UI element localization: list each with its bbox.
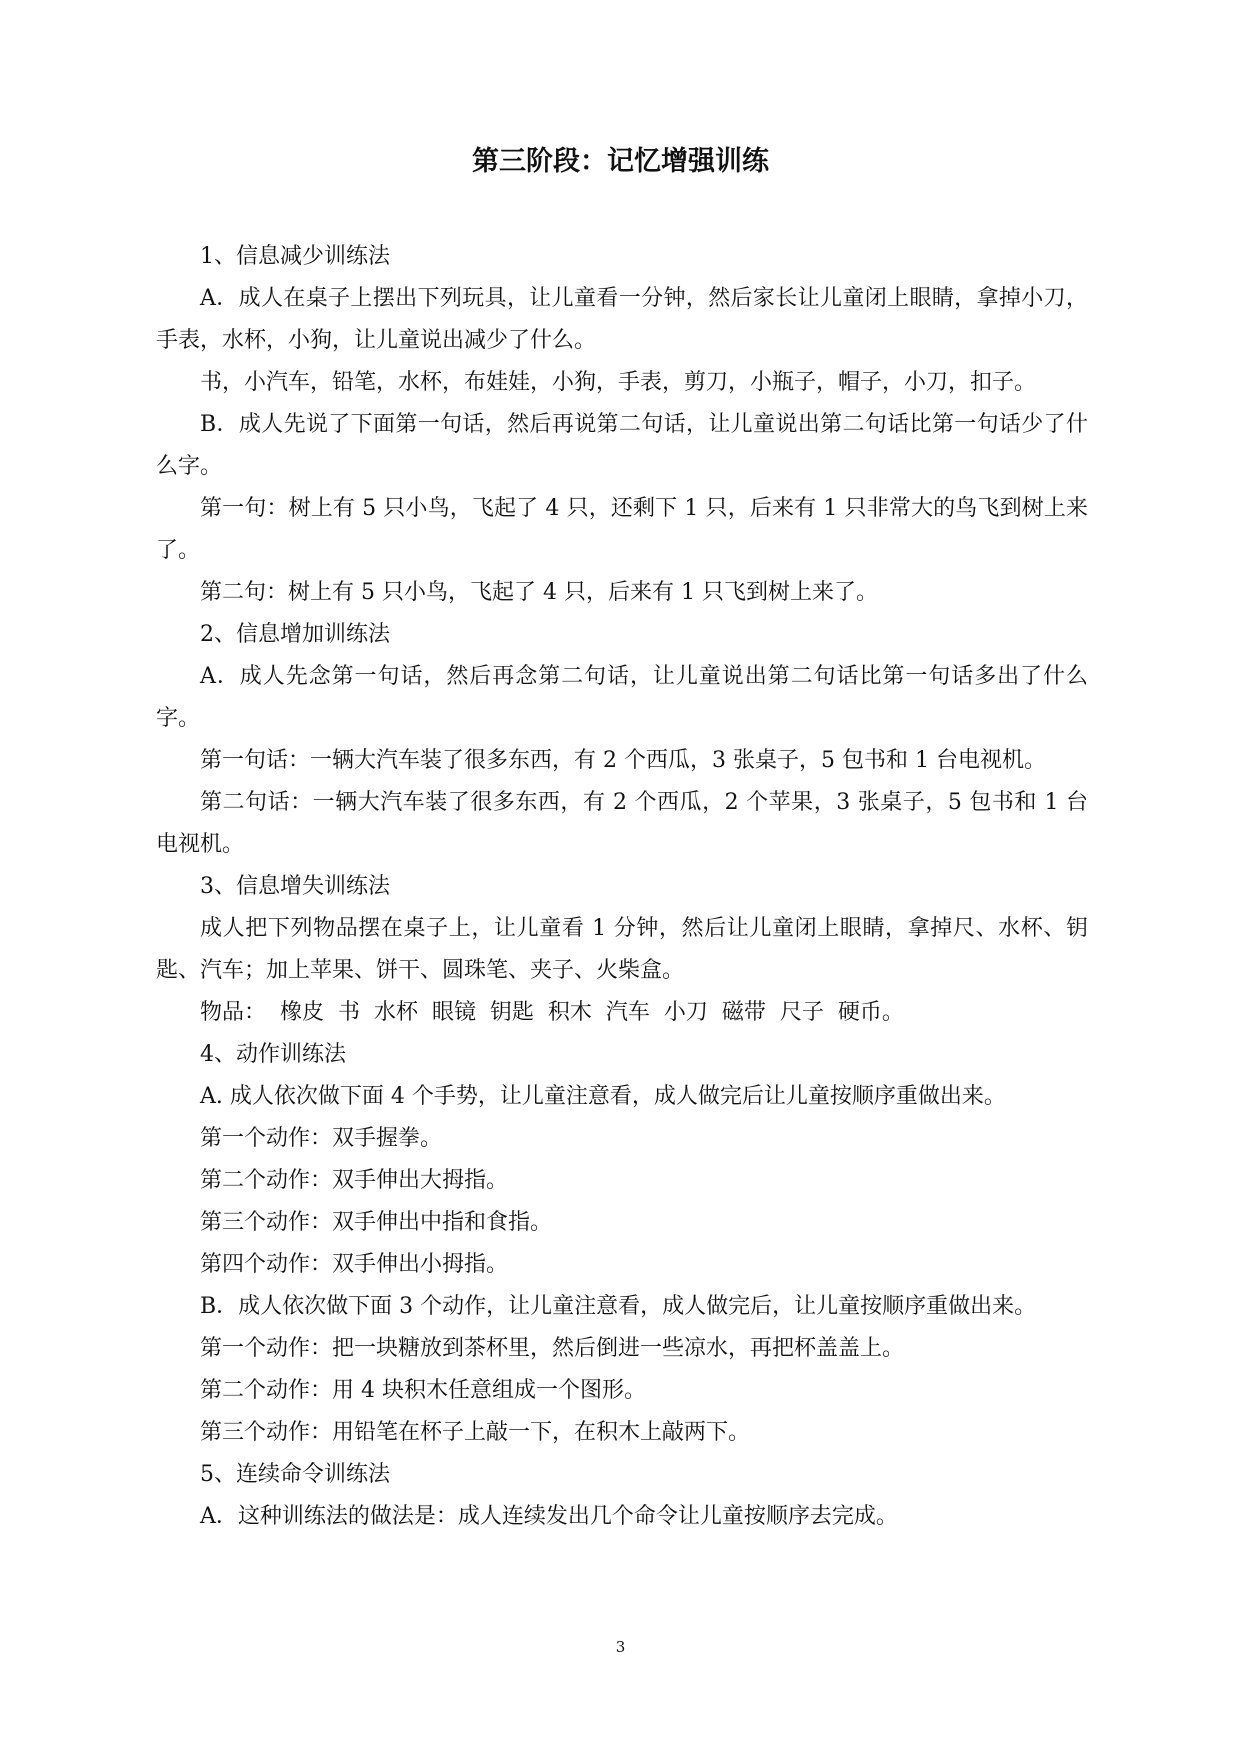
paragraph: 第二个动作：用 4 块积木任意组成一个图形。 [200,1378,646,1403]
paragraph: 第二句话：一辆大汽车装了很多东西，有 2 个西瓜，2 个苹果，3 张桌子，5 包书和 1 台电视机。 [156,790,1088,857]
paragraph: B．成人依次做下面 3 个动作，让儿童注意看，成人做完后，让儿童按顺序重做出来。 [200,1294,1037,1319]
paragraph: A．成人先念第一句话，然后再念第二句话，让儿童说出第二句话比第一句话多出了什么字。 [156,664,1088,731]
section-heading: 2、信息增加训练法 [200,622,390,647]
paragraph: 第一句：树上有 5 只小鸟，飞起了 4 只，还剩下 1 只，后来有 1 只非常大的鸟飞到树上来了。 [156,496,1088,563]
paragraph: 第四个动作：双手伸出小拇指。 [200,1252,509,1277]
paragraph: B．成人先说了下面第一句话，然后再说第二句话，让儿童说出第二句话比第一句话少了什么字。 [156,412,1088,479]
paragraph: 第二个动作：双手伸出大拇指。 [200,1168,509,1193]
paragraph: 第三个动作：用铅笔在杯子上敲一下，在积木上敲两下。 [200,1420,751,1445]
paragraph: 第三个动作：双手伸出中指和食指。 [200,1210,553,1235]
paragraph: 第二句：树上有 5 只小鸟，飞起了 4 只，后来有 1 只飞到树上来了。 [200,580,878,605]
paragraph: A. 成人依次做下面 4 个手势，让儿童注意看，成人做完后让儿童按顺序重做出来。 [200,1084,1006,1109]
paragraph: A．成人在桌子上摆出下列玩具，让儿童看一分钟，然后家长让儿童闭上眼睛，拿掉小刀，手表，水杯，小狗，让儿童说出减少了什么。 [156,286,1088,353]
paragraph: 第一个动作：双手握拳。 [200,1126,443,1151]
paragraph: 物品： 橡皮 书 水杯 眼镜 钥匙 积木 汽车 小刀 磁带 尺子 硬币。 [200,1000,904,1025]
paragraph: 成人把下列物品摆在桌子上，让儿童看 1 分钟，然后让儿童闭上眼睛，拿掉尺、水杯、钥匙、汽车；加上苹果、饼干、圆珠笔、夹子、火柴盒。 [156,916,1088,983]
paragraph: 第一个动作：把一块糖放到茶杯里，然后倒进一些凉水，再把杯盖盖上。 [200,1336,905,1361]
section-heading: 4、动作训练法 [200,1042,346,1067]
paragraph: A．这种训练法的做法是：成人连续发出几个命令让儿童按顺序去完成。 [200,1504,898,1529]
paragraph: 书，小汽车，铅笔，水杯，布娃娃，小狗，手表，剪刀，小瓶子，帽子，小刀，扣子。 [200,370,1037,395]
page-number: 3 [615,1638,626,1656]
section-heading: 1、信息减少训练法 [200,244,390,269]
document-body [156,236,1088,1538]
paragraph: 第一句话：一辆大汽车装了很多东西，有 2 个西瓜，3 张桌子，5 包书和 1 台电视机。 [200,748,1046,773]
section-heading: 5、连续命令训练法 [200,1462,390,1487]
page-title: 第三阶段：记忆增强训练 [472,146,769,177]
section-heading: 3、信息增失训练法 [200,874,390,899]
